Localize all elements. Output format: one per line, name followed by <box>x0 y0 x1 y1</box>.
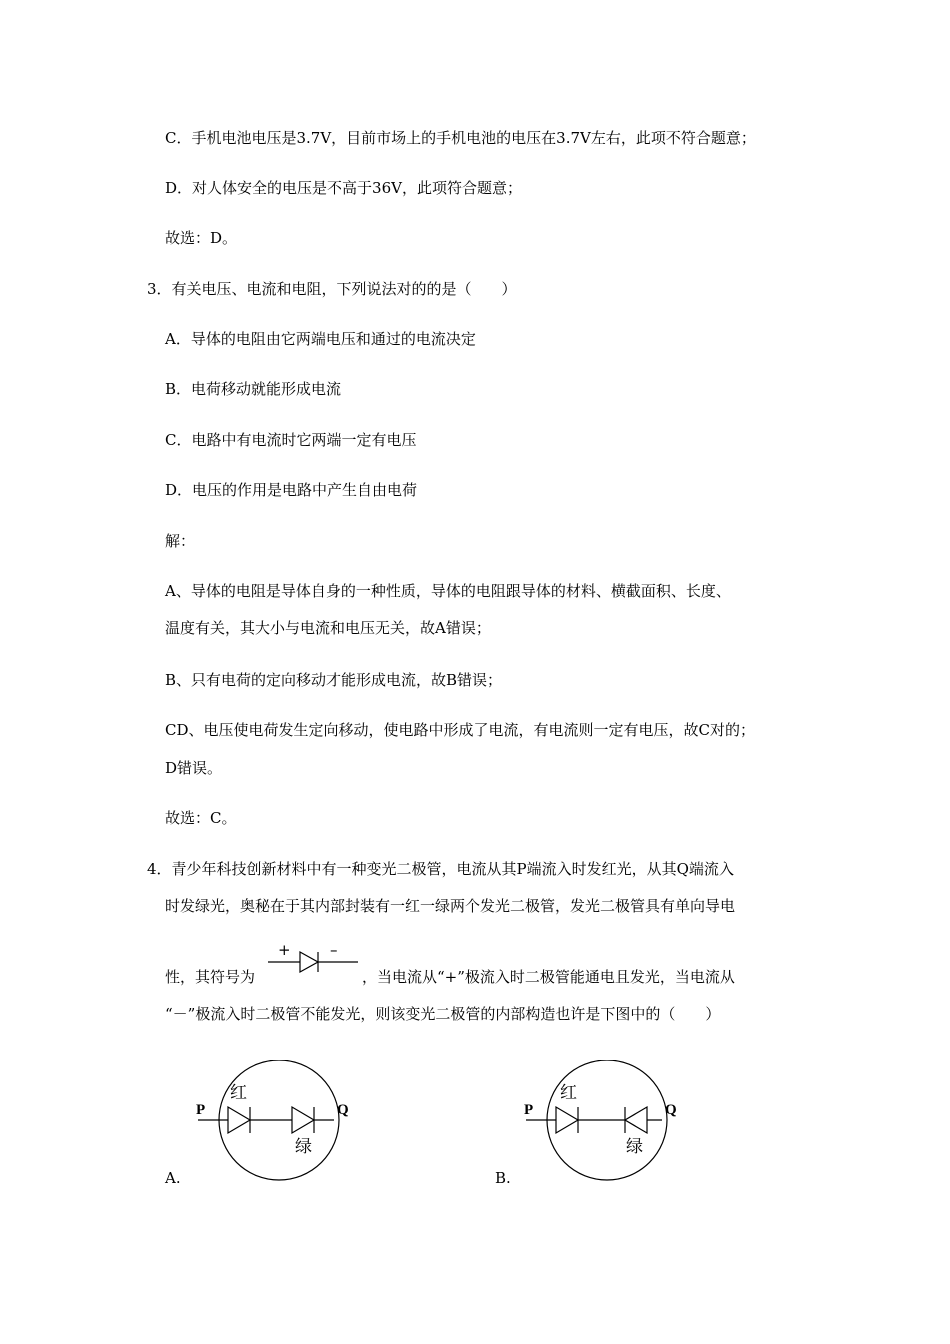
figure-a-green-label: 绿 <box>295 1137 312 1157</box>
q3-solution-line: CD、电压使电荷发生定向移动，使电路中形成了电流，有电流则一定有电压，故C对的； <box>165 721 755 739</box>
q3-solution-line: D错误。 <box>165 759 223 777</box>
q2-option-d: D．对人体安全的电压是不高于36V，此项符合题意； <box>165 179 522 197</box>
figure-a-p-label: P <box>196 1102 206 1118</box>
figure-b-green-label: 绿 <box>626 1137 643 1157</box>
q3-answer: 故选：C。 <box>165 809 237 827</box>
figure-b-option-label: B. <box>495 1169 511 1187</box>
q3-solution-line: A、导体的电阻是导体自身的一种性质，导体的电阻跟导体的材料、横截面积、长度、 <box>165 582 731 600</box>
q4-stem-line: “－”极流入时二极管不能发光，则该变光二极管的内部构造也许是下图中的（ ） <box>165 1005 721 1023</box>
q3-option-d: D．电压的作用是电路中产生自由电荷 <box>165 481 418 499</box>
q3-option-a: A．导体的电阻由它两端电压和通过的电流决定 <box>165 330 476 348</box>
diode-minus-label: – <box>330 941 338 959</box>
q3-option-c: C．电路中有电流时它两端一定有电压 <box>165 431 417 449</box>
q4-stem-line: 4．青少年科技创新材料中有一种变光二极管，电流从其P端流入时发红光，从其Q端流入 <box>147 860 734 878</box>
q2-option-c: C．手机电池电压是3.7V，目前市场上的手机电池的电压在3.7V左右，此项不符合题意； <box>165 129 756 147</box>
q3-solution-line: B、只有电荷的定向移动才能形成电流，故B错误； <box>165 671 503 689</box>
q4-stem-line: 时发绿光，奥秘在于其内部封装有一红一绿两个发光二极管，发光二极管具有单向导电 <box>165 897 736 915</box>
q4-stem-line-post: ，当电流从“+”极流入时二极管能通电且发光，当电流从 <box>362 968 735 986</box>
q3-option-b: B．电荷移动就能形成电流 <box>165 380 342 398</box>
figure-a-red-label: 红 <box>230 1083 247 1103</box>
figure-a-option-label: A. <box>165 1169 181 1187</box>
q3-solution-label: 解： <box>165 532 196 550</box>
figure-b-q-label: Q <box>665 1102 677 1118</box>
diode-plus-label: + <box>278 941 291 959</box>
figure-a-circuit <box>192 1060 362 1184</box>
figure-b-p-label: P <box>524 1102 534 1118</box>
figure-a-q-label: Q <box>337 1102 349 1118</box>
figure-b-red-label: 红 <box>560 1083 577 1103</box>
figure-b-circuit <box>520 1060 690 1184</box>
diode-symbol-icon <box>266 941 362 983</box>
q4-stem-line-pre: 性，其符号为 <box>165 968 256 986</box>
q3-solution-line: 温度有关，其大小与电流和电压无关，故A错误； <box>165 619 491 637</box>
q3-stem: 3．有关电压、电流和电阻，下列说法对的的是（ ） <box>147 280 517 298</box>
q2-answer: 故选：D。 <box>165 229 238 247</box>
